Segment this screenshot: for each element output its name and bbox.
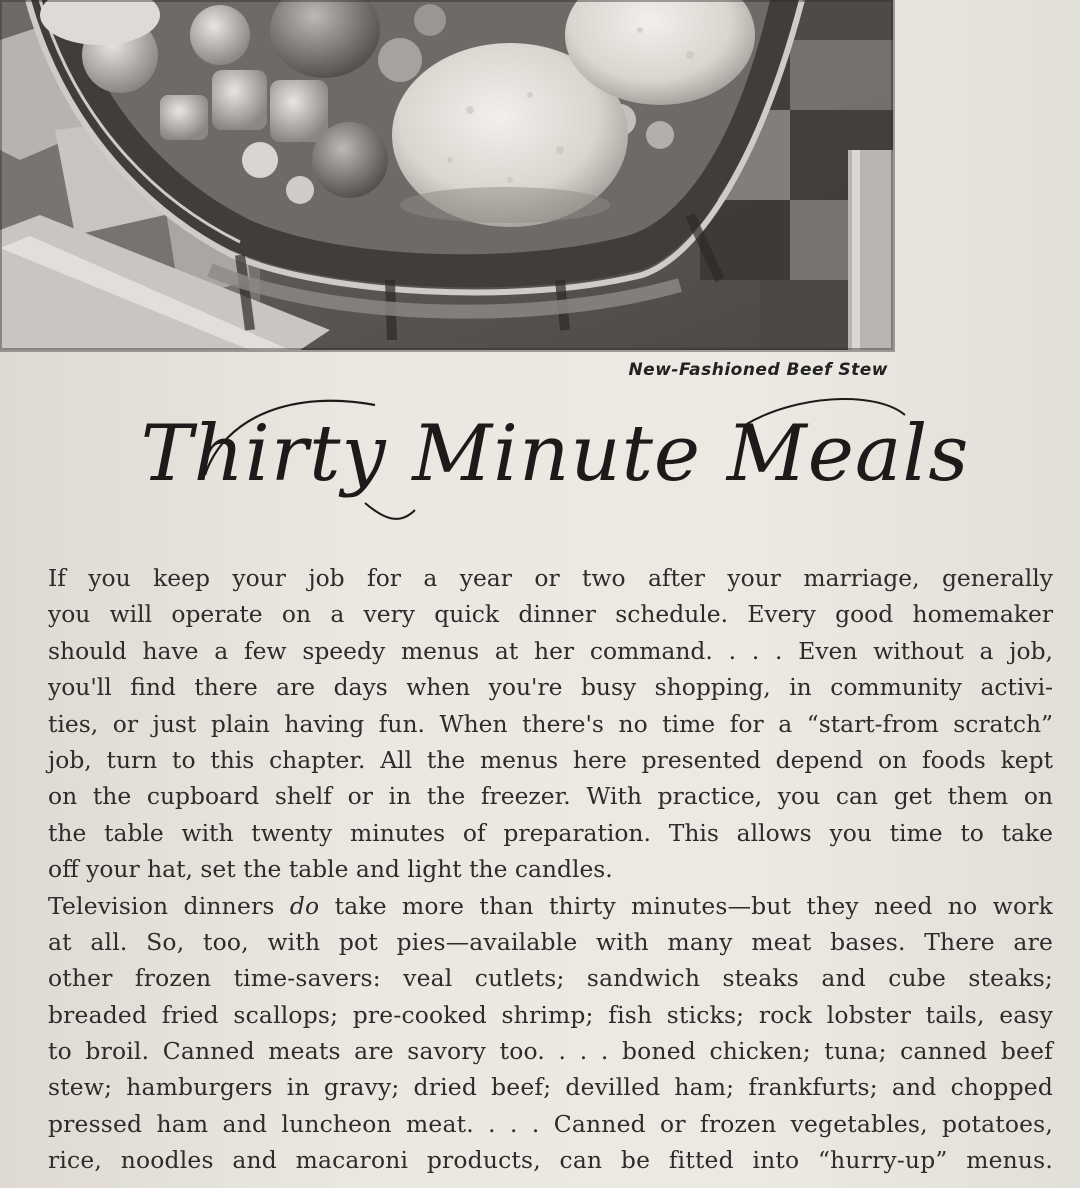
chapter-title <box>140 385 970 525</box>
chapter-title-text: Thirty Minute Meals <box>140 409 970 499</box>
paragraph-2 <box>48 888 1053 1179</box>
paragraph-1 <box>48 560 1053 888</box>
emphasized-word: do <box>289 891 320 920</box>
text-fragment: take more than thirty minutes—but they need no work <box>319 891 1053 920</box>
text-line: to broil. Canned meats are savory too. . . . boned chicken; tuna; canned beef <box>48 1037 1053 1066</box>
text-line: you will operate on a very quick dinner schedule. Every good homemaker <box>48 600 1053 629</box>
text-line: rice, noodles and macaroni products, can be fitted into “hurry-up” menus. <box>48 1146 1053 1175</box>
text-line: pressed ham and luncheon meat. . . . Canned or frozen vegetables, potatoes, <box>48 1109 1053 1138</box>
text-line: on the cupboard shelf or in the freezer. With practice, you can get them on <box>48 782 1053 811</box>
beef-stew-photo <box>0 0 893 350</box>
text-line: job, turn to this chapter. All the menus here presented depend on foods kept <box>48 745 1053 774</box>
stew-photo-illustration <box>0 0 893 350</box>
text-line: you'll find there are days when you're busy shopping, in community activi- <box>48 673 1053 702</box>
text-line: If you keep your job for a year or two after your marriage, generally <box>48 564 1053 592</box>
text-line: at all. So, too, with pot pies—available with many meat bases. There are <box>48 927 1053 956</box>
text-line: ties, or just plain having fun. When there's no time for a “start-from scratch” <box>48 709 1053 738</box>
title-flourish-descender <box>365 503 415 519</box>
text-line: other frozen time-savers: veal cutlets; sandwich steaks and cube steaks; <box>48 964 1053 993</box>
photo-caption: New-Fashioned Beef Stew <box>628 360 888 380</box>
script-title-graphic <box>140 385 970 525</box>
text-line <box>48 888 1053 924</box>
text-line: should have a few speedy menus at her command. . . . Even without a job, <box>48 636 1053 665</box>
text-line: breaded fried scallops; pre-cooked shrimp; fish sticks; rock lobster tails, easy <box>48 1000 1053 1029</box>
text-line: off your hat, set the table and light the candles. <box>48 855 613 884</box>
chapter-body <box>48 560 1053 1179</box>
text-fragment: Television dinners <box>48 891 290 920</box>
text-line: stew; hamburgers in gravy; dried beef; devilled ham; frankfurts; and chopped <box>48 1073 1053 1102</box>
text-line: the table with twenty minutes of preparation. This allows you time to take <box>48 818 1053 847</box>
